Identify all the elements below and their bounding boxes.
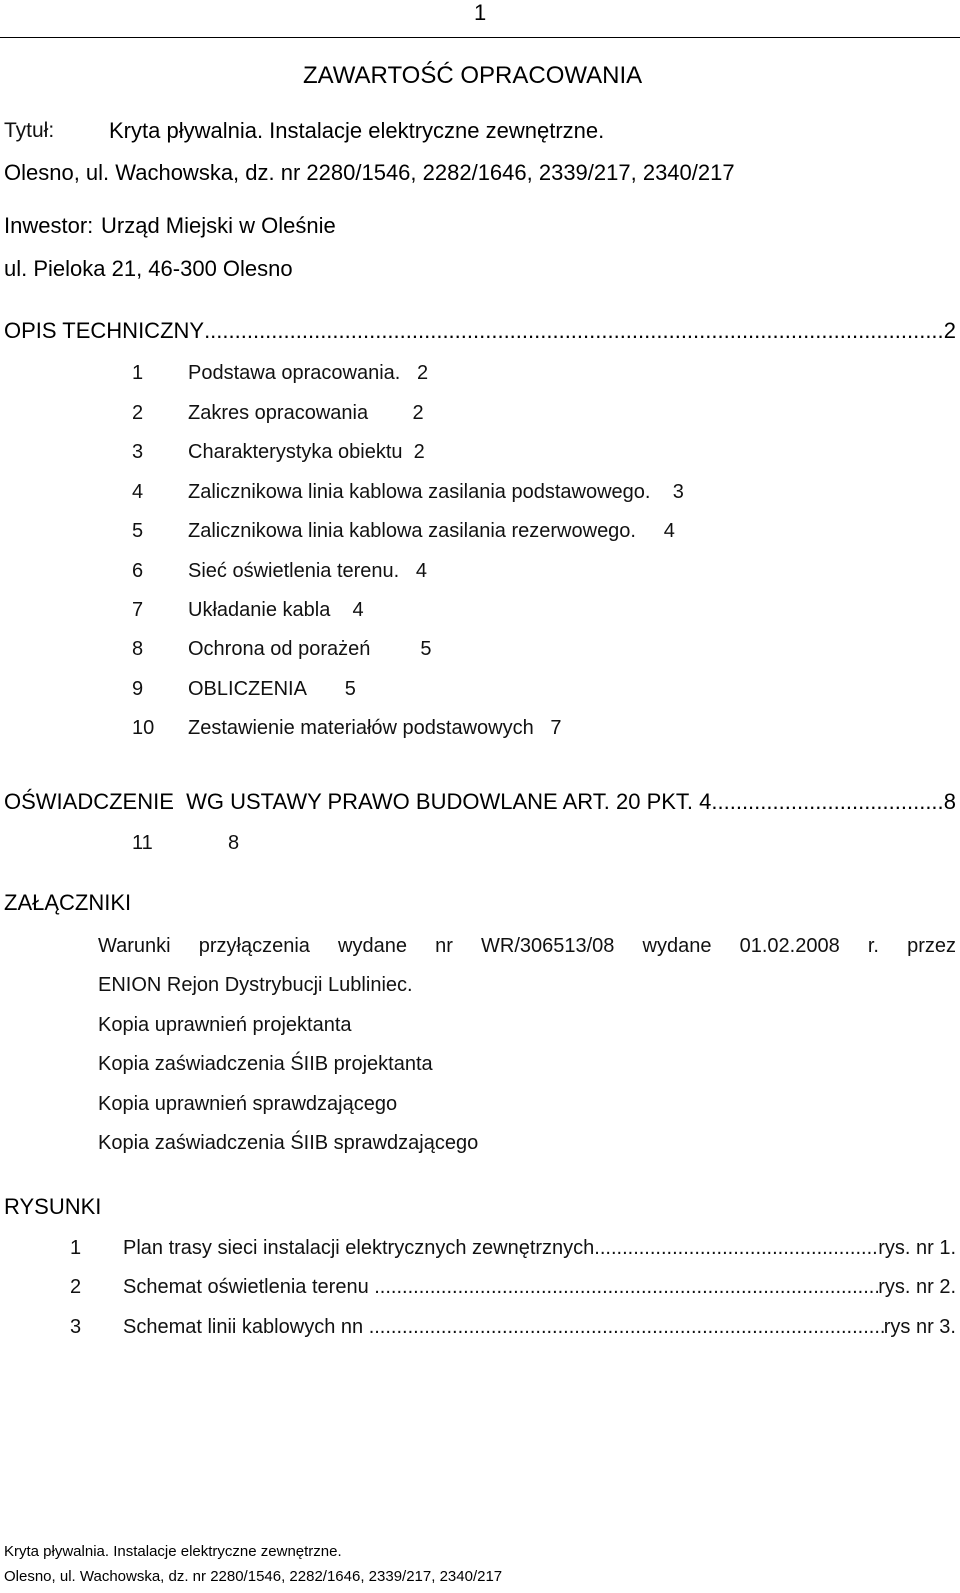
toc-subitem-number: 3: [132, 441, 144, 463]
attachment-item: Warunki przyłączenia wydane nr WR/306513/08 wydane 01.02.2008 r. przez: [98, 935, 956, 957]
attachment-item: Kopia uprawnień projektanta: [98, 1014, 352, 1036]
toc-subitem-text: Podstawa opracowania. 2: [188, 362, 429, 384]
investor-address: ul. Pieloka 21, 46-300 Olesno: [4, 256, 293, 281]
toc-subitem-number: 5: [132, 520, 144, 542]
toc-entry-tech-description[interactable]: [4, 318, 956, 344]
drawing-ref: rys. nr 1.: [878, 1237, 956, 1259]
toc-subitem-text: OBLICZENIA 5: [188, 678, 356, 700]
dot-leader: [369, 1316, 884, 1339]
dot-leader: [594, 1237, 878, 1260]
drawing-number: 3: [70, 1316, 82, 1338]
drawing-ref: rys. nr 2.: [878, 1276, 956, 1298]
toc-subitem-number: 7: [132, 599, 144, 621]
toc-subitem-number: 6: [132, 560, 144, 582]
toc-subitem-page: 8: [228, 832, 240, 854]
drawing-entry[interactable]: [70, 1316, 956, 1339]
toc-subitem-text: Zestawienie materiałów podstawowych 7: [188, 717, 562, 739]
attachment-item: Kopia uprawnień sprawdzającego: [98, 1093, 398, 1115]
toc-subitem-number: 9: [132, 678, 144, 700]
location-line: Olesno, ul. Wachowska, dz. nr 2280/1546, 2282/1646, 2339/217, 2340/217: [4, 160, 735, 185]
dot-leader: [374, 1276, 878, 1299]
toc-subitem-number: 4: [132, 481, 144, 503]
toc-page-declaration: 8: [943, 789, 956, 814]
toc-entry-declaration[interactable]: [4, 789, 956, 815]
dot-leader: [718, 789, 944, 815]
attachment-item: ENION Rejon Dystrybucji Lubliniec.: [98, 974, 413, 996]
toc-subitem-text: Charakterystyka obiektu 2: [188, 441, 425, 463]
toc-subitem-text: Zalicznikowa linia kablowa zasilania podstawowego. 3: [188, 481, 684, 503]
drawing-entry[interactable]: [70, 1237, 956, 1260]
attachment-item: Kopia zaświadczenia ŚIIB sprawdzającego: [98, 1132, 479, 1154]
title-label: Tytuł:: [4, 119, 55, 142]
toc-subitem-number: 1: [132, 362, 144, 384]
toc-subitem-text: Zakres opracowania 2: [188, 402, 424, 424]
toc-subitem-number: 10: [132, 717, 155, 739]
title-value: Kryta pływalnia. Instalacje elektryczne zewnętrzne.: [109, 118, 605, 143]
toc-heading-declaration: OŚWIADCZENIE WG USTAWY PRAWO BUDOWLANE ART. 20 PKT. 4.: [4, 789, 718, 814]
toc-subitem-number: 8: [132, 638, 144, 660]
toc-subitem-text: Zalicznikowa linia kablowa zasilania rezerwowego. 4: [188, 520, 675, 542]
dot-leader: [204, 318, 944, 344]
toc-subitem-text: Układanie kabla 4: [188, 599, 364, 621]
drawing-title: Plan trasy sieci instalacji elektrycznych zewnętrznych: [123, 1237, 595, 1259]
drawing-title: Schemat linii kablowych nn: [123, 1316, 369, 1338]
attachment-item: Kopia zaświadczenia ŚIIB projektanta: [98, 1053, 433, 1075]
footer-title: Kryta pływalnia. Instalacje elektryczne zewnętrzne.: [4, 1543, 342, 1560]
page-number: 1: [474, 0, 487, 25]
drawing-number: 1: [70, 1237, 82, 1259]
investor-label: Inwestor:: [4, 213, 94, 238]
drawing-number: 2: [70, 1276, 82, 1298]
toc-page-tech: 2: [943, 318, 956, 343]
drawing-entry[interactable]: [70, 1276, 956, 1299]
drawing-ref: rys nr 3.: [883, 1316, 956, 1338]
drawings-heading: RYSUNKI: [4, 1194, 102, 1219]
attachments-heading: ZAŁĄCZNIKI: [4, 890, 132, 915]
toc-subitem-text: Ochrona od porażeń 5: [188, 638, 432, 660]
investor-value: Urząd Miejski w Oleśnie: [101, 213, 336, 238]
toc-subitem-number: 2: [132, 402, 144, 424]
header-rule: [0, 37, 960, 38]
drawing-title: Schemat oświetlenia terenu: [123, 1276, 375, 1298]
toc-heading-tech: OPIS TECHNICZNY: [4, 318, 205, 343]
document-title: ZAWARTOŚĆ OPRACOWANIA: [303, 62, 643, 89]
toc-subitem-number: 11: [132, 832, 153, 854]
footer-location: Olesno, ul. Wachowska, dz. nr 2280/1546, 2282/1646, 2339/217, 2340/217: [4, 1568, 503, 1585]
toc-subitem-text: Sieć oświetlenia terenu. 4: [188, 560, 428, 582]
